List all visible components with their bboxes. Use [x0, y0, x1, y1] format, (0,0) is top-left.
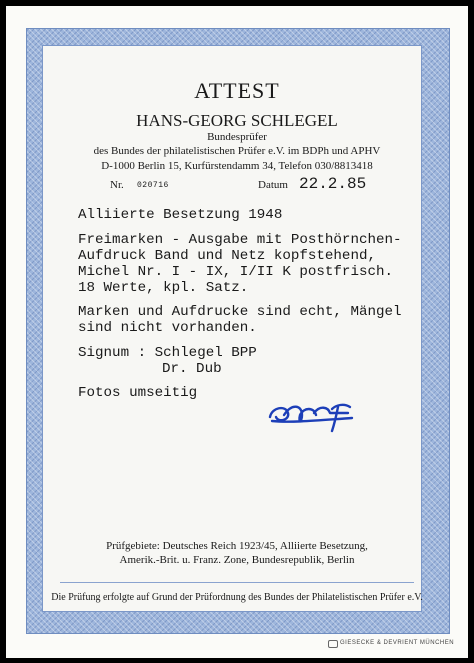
signature [262, 393, 367, 433]
body-line-description-4: 18 Werte, kpl. Satz. [78, 280, 249, 296]
body-line-signum: Signum : Schlegel BPP [78, 345, 257, 361]
datum-label: Datum [258, 179, 288, 191]
datum-value: 22.2.85 [299, 175, 367, 193]
body-line-description-3: Michel Nr. I - IX, I/II K postfrisch. [78, 264, 394, 280]
examiner-name: HANS-GEORG SCHLEGEL [136, 111, 338, 130]
nr-label: Nr. [110, 179, 124, 191]
footer-divider [60, 582, 414, 583]
body-line-description-1: Freimarken - Ausgabe mit Posthörnchen- [78, 232, 402, 248]
examiner-address: D-1000 Berlin 15, Kurfürstendamm 34, Telefon 030/8813418 [101, 160, 373, 172]
footer-testing-areas-1: Prüfgebiete: Deutsches Reich 1923/45, Alliierte Besetzung, [106, 540, 368, 552]
nr-value: 020716 [137, 181, 169, 190]
body-line-signum-2: Dr. Dub [162, 361, 222, 377]
printer-logo-icon [328, 640, 338, 648]
body-line-heading: Alliierte Besetzung 1948 [78, 207, 283, 223]
footer-regulation: Die Prüfung erfolgte auf Grund der Prüfordnung des Bundes der Philatelistischen Prüfer e.V. [51, 592, 423, 603]
certificate-title: ATTEST [194, 78, 280, 103]
body-line-photos: Fotos umseitig [78, 385, 198, 401]
footer-testing-areas-2: Amerik.-Brit. u. Franz. Zone, Bundesrepublik, Berlin [119, 554, 355, 566]
printer-imprint: GIESECKE & DEVRIENT MÜNCHEN [340, 640, 455, 646]
examiner-role: Bundesprüfer [207, 131, 267, 143]
body-line-verdict-2: sind nicht vorhanden. [78, 320, 257, 336]
examiner-association: des Bundes der philatelistischen Prüfer e.V. im BDPh und APHV [93, 145, 381, 157]
body-line-verdict-1: Marken und Aufdrucke sind echt, Mängel [78, 304, 402, 320]
body-line-description-2: Aufdruck Band und Netz kopfstehend, [78, 248, 376, 264]
